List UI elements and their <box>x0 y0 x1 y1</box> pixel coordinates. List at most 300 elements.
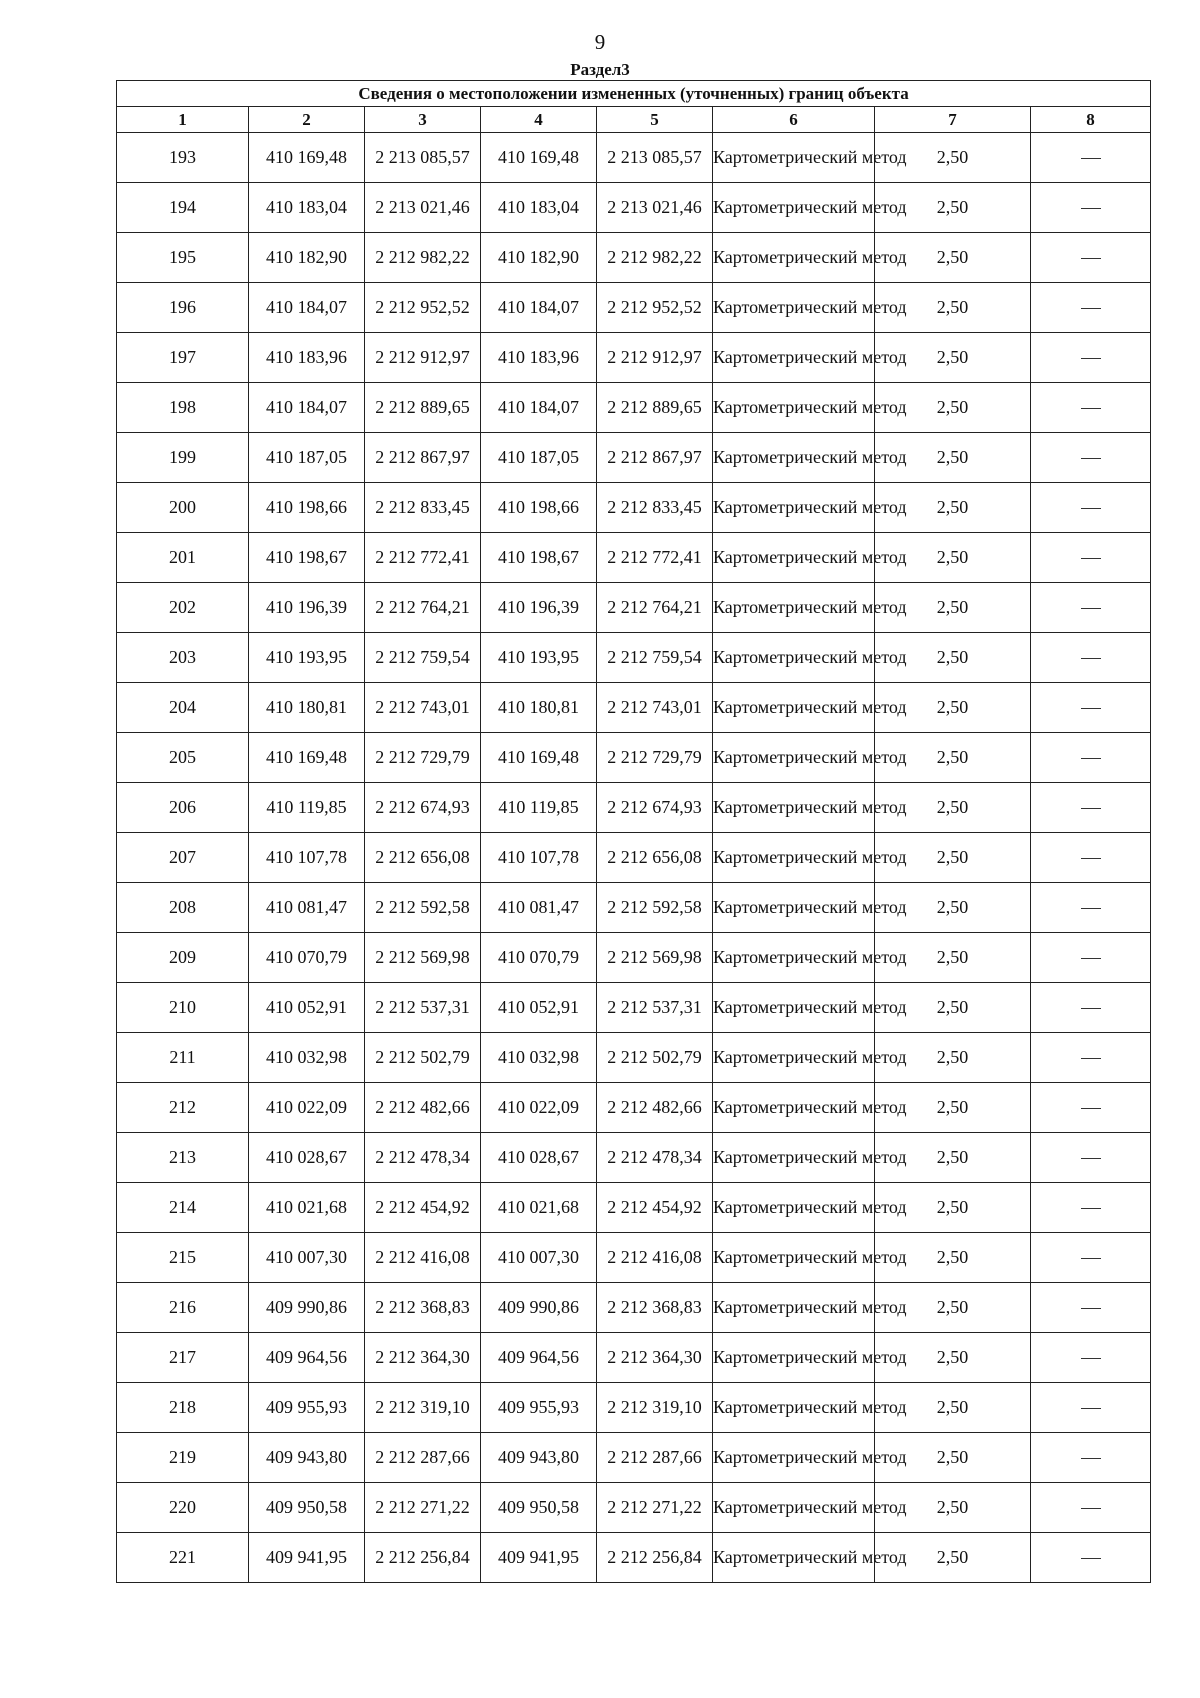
column-number: 5 <box>597 107 713 133</box>
table-row <box>117 1433 1151 1483</box>
refined-x-cell: 410 032,98 <box>481 1033 597 1083</box>
note-cell <box>1031 833 1151 883</box>
note-dash <box>1081 1258 1101 1259</box>
point-number-cell: 210 <box>117 983 249 1033</box>
existing-y-cell: 2 212 287,66 <box>365 1433 481 1483</box>
existing-x-cell: 409 964,56 <box>249 1333 365 1383</box>
refined-x-cell: 410 193,95 <box>481 633 597 683</box>
existing-x-cell: 410 184,07 <box>249 383 365 433</box>
method-cell: Картометрический метод <box>713 533 875 583</box>
note-dash <box>1081 808 1101 809</box>
note-dash <box>1081 208 1101 209</box>
note-dash <box>1081 658 1101 659</box>
point-number-cell: 208 <box>117 883 249 933</box>
note-dash <box>1081 1158 1101 1159</box>
refined-y-cell: 2 212 319,10 <box>597 1383 713 1433</box>
accuracy-cell: 2,50 <box>875 1233 1031 1283</box>
refined-x-cell: 410 081,47 <box>481 883 597 933</box>
existing-x-cell: 410 169,48 <box>249 133 365 183</box>
refined-y-cell: 2 212 867,97 <box>597 433 713 483</box>
note-dash <box>1081 1358 1101 1359</box>
point-number-cell: 195 <box>117 233 249 283</box>
table-row <box>117 733 1151 783</box>
method-cell: Картометрический метод <box>713 883 875 933</box>
refined-x-cell: 410 052,91 <box>481 983 597 1033</box>
existing-y-cell: 2 212 319,10 <box>365 1383 481 1433</box>
refined-x-cell: 409 955,93 <box>481 1383 597 1433</box>
accuracy-cell: 2,50 <box>875 183 1031 233</box>
note-dash <box>1081 858 1101 859</box>
accuracy-cell: 2,50 <box>875 933 1031 983</box>
existing-y-cell: 2 212 729,79 <box>365 733 481 783</box>
existing-x-cell: 410 021,68 <box>249 1183 365 1233</box>
note-dash <box>1081 908 1101 909</box>
point-number-cell: 209 <box>117 933 249 983</box>
refined-x-cell: 409 964,56 <box>481 1333 597 1383</box>
method-cell: Картометрический метод <box>713 283 875 333</box>
point-number-cell: 203 <box>117 633 249 683</box>
existing-y-cell: 2 212 867,97 <box>365 433 481 483</box>
refined-y-cell: 2 212 656,08 <box>597 833 713 883</box>
method-cell: Картометрический метод <box>713 733 875 783</box>
point-number-cell: 211 <box>117 1033 249 1083</box>
note-cell <box>1031 1483 1151 1533</box>
refined-y-cell: 2 212 743,01 <box>597 683 713 733</box>
table-row <box>117 583 1151 633</box>
point-number-cell: 215 <box>117 1233 249 1283</box>
note-cell <box>1031 783 1151 833</box>
existing-x-cell: 410 107,78 <box>249 833 365 883</box>
accuracy-cell: 2,50 <box>875 1133 1031 1183</box>
existing-x-cell: 410 183,96 <box>249 333 365 383</box>
accuracy-cell: 2,50 <box>875 733 1031 783</box>
note-cell <box>1031 733 1151 783</box>
point-number-cell: 219 <box>117 1433 249 1483</box>
refined-x-cell: 410 184,07 <box>481 283 597 333</box>
note-cell <box>1031 1033 1151 1083</box>
note-cell <box>1031 1233 1151 1283</box>
existing-x-cell: 410 196,39 <box>249 583 365 633</box>
accuracy-cell: 2,50 <box>875 983 1031 1033</box>
refined-x-cell: 410 198,67 <box>481 533 597 583</box>
note-dash <box>1081 1208 1101 1209</box>
point-number-cell: 213 <box>117 1133 249 1183</box>
existing-y-cell: 2 212 478,34 <box>365 1133 481 1183</box>
existing-x-cell: 409 941,95 <box>249 1533 365 1583</box>
refined-y-cell: 2 212 287,66 <box>597 1433 713 1483</box>
refined-x-cell: 410 182,90 <box>481 233 597 283</box>
point-number-cell: 206 <box>117 783 249 833</box>
refined-y-cell: 2 213 021,46 <box>597 183 713 233</box>
note-cell <box>1031 283 1151 333</box>
point-number-cell: 200 <box>117 483 249 533</box>
existing-x-cell: 410 007,30 <box>249 1233 365 1283</box>
refined-y-cell: 2 212 889,65 <box>597 383 713 433</box>
method-cell: Картометрический метод <box>713 1033 875 1083</box>
note-dash <box>1081 958 1101 959</box>
method-cell: Картометрический метод <box>713 1533 875 1583</box>
note-dash <box>1081 1408 1101 1409</box>
table-row <box>117 1383 1151 1433</box>
existing-x-cell: 410 169,48 <box>249 733 365 783</box>
note-dash <box>1081 1558 1101 1559</box>
existing-x-cell: 410 052,91 <box>249 983 365 1033</box>
point-number-cell: 201 <box>117 533 249 583</box>
note-dash <box>1081 1508 1101 1509</box>
column-number-row <box>117 107 1151 133</box>
refined-y-cell: 2 212 454,92 <box>597 1183 713 1233</box>
point-number-cell: 198 <box>117 383 249 433</box>
existing-y-cell: 2 212 952,52 <box>365 283 481 333</box>
table-row <box>117 783 1151 833</box>
point-number-cell: 207 <box>117 833 249 883</box>
point-number-cell: 212 <box>117 1083 249 1133</box>
refined-y-cell: 2 212 537,31 <box>597 983 713 1033</box>
note-cell <box>1031 1183 1151 1233</box>
note-cell <box>1031 1133 1151 1183</box>
note-cell <box>1031 183 1151 233</box>
existing-y-cell: 2 212 416,08 <box>365 1233 481 1283</box>
note-dash <box>1081 758 1101 759</box>
page-number: 9 <box>594 30 606 54</box>
note-dash <box>1081 258 1101 259</box>
note-dash <box>1081 1058 1101 1059</box>
table-row <box>117 233 1151 283</box>
method-cell: Картометрический метод <box>713 683 875 733</box>
accuracy-cell: 2,50 <box>875 1333 1031 1383</box>
note-cell <box>1031 1283 1151 1333</box>
table-row <box>117 1533 1151 1583</box>
column-number: 4 <box>481 107 597 133</box>
refined-x-cell: 410 021,68 <box>481 1183 597 1233</box>
note-cell <box>1031 683 1151 733</box>
existing-x-cell: 410 198,66 <box>249 483 365 533</box>
note-dash <box>1081 558 1101 559</box>
point-number-cell: 196 <box>117 283 249 333</box>
table-row <box>117 983 1151 1033</box>
refined-x-cell: 410 028,67 <box>481 1133 597 1183</box>
existing-y-cell: 2 212 764,21 <box>365 583 481 633</box>
refined-x-cell: 410 183,04 <box>481 183 597 233</box>
existing-x-cell: 410 070,79 <box>249 933 365 983</box>
refined-y-cell: 2 212 416,08 <box>597 1233 713 1283</box>
note-cell <box>1031 933 1151 983</box>
existing-x-cell: 410 184,07 <box>249 283 365 333</box>
refined-y-cell: 2 212 912,97 <box>597 333 713 383</box>
refined-x-cell: 409 950,58 <box>481 1483 597 1533</box>
method-cell: Картометрический метод <box>713 833 875 883</box>
point-number-cell: 214 <box>117 1183 249 1233</box>
accuracy-cell: 2,50 <box>875 483 1031 533</box>
accuracy-cell: 2,50 <box>875 1183 1031 1233</box>
refined-x-cell: 410 187,05 <box>481 433 597 483</box>
refined-x-cell: 410 169,48 <box>481 133 597 183</box>
refined-x-cell: 410 196,39 <box>481 583 597 633</box>
table-row <box>117 1133 1151 1183</box>
existing-y-cell: 2 212 256,84 <box>365 1533 481 1583</box>
note-cell <box>1031 533 1151 583</box>
refined-y-cell: 2 212 368,83 <box>597 1283 713 1333</box>
column-number: 7 <box>875 107 1031 133</box>
method-cell: Картометрический метод <box>713 1233 875 1283</box>
table-row <box>117 1083 1151 1133</box>
existing-x-cell: 410 032,98 <box>249 1033 365 1083</box>
refined-x-cell: 410 198,66 <box>481 483 597 533</box>
table-row <box>117 283 1151 333</box>
method-cell: Картометрический метод <box>713 1433 875 1483</box>
point-number-cell: 193 <box>117 133 249 183</box>
method-cell: Картометрический метод <box>713 133 875 183</box>
table-row <box>117 883 1151 933</box>
accuracy-cell: 2,50 <box>875 333 1031 383</box>
method-cell: Картометрический метод <box>713 933 875 983</box>
existing-y-cell: 2 212 569,98 <box>365 933 481 983</box>
existing-y-cell: 2 212 592,58 <box>365 883 481 933</box>
refined-y-cell: 2 212 271,22 <box>597 1483 713 1533</box>
point-number-cell: 197 <box>117 333 249 383</box>
accuracy-cell: 2,50 <box>875 583 1031 633</box>
existing-x-cell: 410 183,04 <box>249 183 365 233</box>
refined-x-cell: 409 941,95 <box>481 1533 597 1583</box>
accuracy-cell: 2,50 <box>875 1083 1031 1133</box>
table-row <box>117 1483 1151 1533</box>
note-dash <box>1081 1458 1101 1459</box>
note-cell <box>1031 1333 1151 1383</box>
existing-y-cell: 2 212 674,93 <box>365 783 481 833</box>
existing-y-cell: 2 212 772,41 <box>365 533 481 583</box>
existing-y-cell: 2 213 085,57 <box>365 133 481 183</box>
accuracy-cell: 2,50 <box>875 233 1031 283</box>
accuracy-cell: 2,50 <box>875 533 1031 583</box>
accuracy-cell: 2,50 <box>875 833 1031 883</box>
note-cell <box>1031 1533 1151 1583</box>
note-cell <box>1031 1433 1151 1483</box>
existing-x-cell: 410 022,09 <box>249 1083 365 1133</box>
refined-y-cell: 2 212 729,79 <box>597 733 713 783</box>
table-row <box>117 633 1151 683</box>
refined-x-cell: 409 943,80 <box>481 1433 597 1483</box>
method-cell: Картометрический метод <box>713 1183 875 1233</box>
refined-y-cell: 2 212 764,21 <box>597 583 713 633</box>
note-cell <box>1031 983 1151 1033</box>
existing-y-cell: 2 212 454,92 <box>365 1183 481 1233</box>
table-row <box>117 183 1151 233</box>
note-dash <box>1081 308 1101 309</box>
accuracy-cell: 2,50 <box>875 683 1031 733</box>
refined-y-cell: 2 212 478,34 <box>597 1133 713 1183</box>
point-number-cell: 221 <box>117 1533 249 1583</box>
table-row <box>117 1233 1151 1283</box>
existing-y-cell: 2 212 656,08 <box>365 833 481 883</box>
note-dash <box>1081 358 1101 359</box>
note-cell <box>1031 133 1151 183</box>
section-title: Раздел3 <box>570 60 630 79</box>
refined-y-cell: 2 212 256,84 <box>597 1533 713 1583</box>
existing-x-cell: 409 955,93 <box>249 1383 365 1433</box>
refined-x-cell: 410 070,79 <box>481 933 597 983</box>
accuracy-cell: 2,50 <box>875 633 1031 683</box>
method-cell: Картометрический метод <box>713 383 875 433</box>
refined-y-cell: 2 212 364,30 <box>597 1333 713 1383</box>
note-cell <box>1031 233 1151 283</box>
table-row <box>117 1183 1151 1233</box>
refined-y-cell: 2 213 085,57 <box>597 133 713 183</box>
table-row <box>117 1033 1151 1083</box>
note-cell <box>1031 1083 1151 1133</box>
existing-y-cell: 2 212 833,45 <box>365 483 481 533</box>
refined-y-cell: 2 212 952,52 <box>597 283 713 333</box>
column-number: 6 <box>713 107 875 133</box>
existing-x-cell: 409 943,80 <box>249 1433 365 1483</box>
table-row <box>117 683 1151 733</box>
table-row <box>117 833 1151 883</box>
accuracy-cell: 2,50 <box>875 1283 1031 1333</box>
accuracy-cell: 2,50 <box>875 1483 1031 1533</box>
existing-x-cell: 410 028,67 <box>249 1133 365 1183</box>
column-number: 1 <box>117 107 249 133</box>
method-cell: Картометрический метод <box>713 1383 875 1433</box>
refined-y-cell: 2 212 772,41 <box>597 533 713 583</box>
table-caption: Сведения о местоположении измененных (уточненных) границ объекта <box>117 81 1151 107</box>
point-number-cell: 218 <box>117 1383 249 1433</box>
table-row <box>117 333 1151 383</box>
table-row <box>117 433 1151 483</box>
note-dash <box>1081 1108 1101 1109</box>
accuracy-cell: 2,50 <box>875 383 1031 433</box>
accuracy-cell: 2,50 <box>875 1033 1031 1083</box>
note-cell <box>1031 383 1151 433</box>
refined-x-cell: 410 180,81 <box>481 683 597 733</box>
accuracy-cell: 2,50 <box>875 433 1031 483</box>
note-cell <box>1031 883 1151 933</box>
method-cell: Картометрический метод <box>713 483 875 533</box>
note-cell <box>1031 483 1151 533</box>
refined-x-cell: 410 119,85 <box>481 783 597 833</box>
note-cell <box>1031 433 1151 483</box>
existing-x-cell: 409 950,58 <box>249 1483 365 1533</box>
method-cell: Картометрический метод <box>713 1483 875 1533</box>
table-row <box>117 133 1151 183</box>
note-cell <box>1031 583 1151 633</box>
refined-y-cell: 2 212 502,79 <box>597 1033 713 1083</box>
existing-x-cell: 410 187,05 <box>249 433 365 483</box>
method-cell: Картометрический метод <box>713 1083 875 1133</box>
note-dash <box>1081 1008 1101 1009</box>
table-row <box>117 1333 1151 1383</box>
method-cell: Картометрический метод <box>713 233 875 283</box>
existing-y-cell: 2 212 502,79 <box>365 1033 481 1083</box>
accuracy-cell: 2,50 <box>875 883 1031 933</box>
existing-y-cell: 2 212 743,01 <box>365 683 481 733</box>
accuracy-cell: 2,50 <box>875 283 1031 333</box>
method-cell: Картометрический метод <box>713 583 875 633</box>
existing-x-cell: 410 198,67 <box>249 533 365 583</box>
existing-y-cell: 2 213 021,46 <box>365 183 481 233</box>
column-number: 2 <box>249 107 365 133</box>
existing-x-cell: 410 119,85 <box>249 783 365 833</box>
refined-y-cell: 2 212 482,66 <box>597 1083 713 1133</box>
point-number-cell: 216 <box>117 1283 249 1333</box>
point-number-cell: 217 <box>117 1333 249 1383</box>
point-number-cell: 220 <box>117 1483 249 1533</box>
method-cell: Картометрический метод <box>713 183 875 233</box>
method-cell: Картометрический метод <box>713 1333 875 1383</box>
point-number-cell: 205 <box>117 733 249 783</box>
point-number-cell: 202 <box>117 583 249 633</box>
note-dash <box>1081 458 1101 459</box>
point-number-cell: 199 <box>117 433 249 483</box>
method-cell: Картометрический метод <box>713 1283 875 1333</box>
existing-y-cell: 2 212 982,22 <box>365 233 481 283</box>
existing-y-cell: 2 212 759,54 <box>365 633 481 683</box>
existing-x-cell: 410 180,81 <box>249 683 365 733</box>
refined-x-cell: 410 169,48 <box>481 733 597 783</box>
refined-x-cell: 410 183,96 <box>481 333 597 383</box>
accuracy-cell: 2,50 <box>875 133 1031 183</box>
note-cell <box>1031 633 1151 683</box>
existing-y-cell: 2 212 364,30 <box>365 1333 481 1383</box>
table-row <box>117 533 1151 583</box>
method-cell: Картометрический метод <box>713 783 875 833</box>
existing-x-cell: 410 081,47 <box>249 883 365 933</box>
method-cell: Картометрический метод <box>713 433 875 483</box>
refined-x-cell: 410 007,30 <box>481 1233 597 1283</box>
point-number-cell: 204 <box>117 683 249 733</box>
note-dash <box>1081 158 1101 159</box>
method-cell: Картометрический метод <box>713 333 875 383</box>
note-cell <box>1031 333 1151 383</box>
existing-y-cell: 2 212 271,22 <box>365 1483 481 1533</box>
note-dash <box>1081 608 1101 609</box>
table-body <box>117 133 1151 1583</box>
point-number-cell: 194 <box>117 183 249 233</box>
existing-y-cell: 2 212 482,66 <box>365 1083 481 1133</box>
column-number: 8 <box>1031 107 1151 133</box>
note-cell <box>1031 1383 1151 1433</box>
table-row <box>117 383 1151 433</box>
refined-x-cell: 410 107,78 <box>481 833 597 883</box>
accuracy-cell: 2,50 <box>875 1383 1031 1433</box>
method-cell: Картометрический метод <box>713 1133 875 1183</box>
table-caption-row <box>117 81 1151 107</box>
note-dash <box>1081 408 1101 409</box>
existing-y-cell: 2 212 368,83 <box>365 1283 481 1333</box>
note-dash <box>1081 708 1101 709</box>
boundary-coordinates-table <box>116 80 1151 1583</box>
existing-x-cell: 409 990,86 <box>249 1283 365 1333</box>
refined-y-cell: 2 212 982,22 <box>597 233 713 283</box>
accuracy-cell: 2,50 <box>875 1533 1031 1583</box>
existing-x-cell: 410 182,90 <box>249 233 365 283</box>
refined-y-cell: 2 212 569,98 <box>597 933 713 983</box>
method-cell: Картометрический метод <box>713 633 875 683</box>
table-row <box>117 933 1151 983</box>
table-row <box>117 1283 1151 1333</box>
table-row <box>117 483 1151 533</box>
existing-y-cell: 2 212 912,97 <box>365 333 481 383</box>
refined-x-cell: 410 022,09 <box>481 1083 597 1133</box>
existing-y-cell: 2 212 537,31 <box>365 983 481 1033</box>
refined-y-cell: 2 212 759,54 <box>597 633 713 683</box>
existing-y-cell: 2 212 889,65 <box>365 383 481 433</box>
note-dash <box>1081 1308 1101 1309</box>
refined-y-cell: 2 212 833,45 <box>597 483 713 533</box>
note-dash <box>1081 508 1101 509</box>
column-number: 3 <box>365 107 481 133</box>
accuracy-cell: 2,50 <box>875 783 1031 833</box>
accuracy-cell: 2,50 <box>875 1433 1031 1483</box>
refined-x-cell: 409 990,86 <box>481 1283 597 1333</box>
